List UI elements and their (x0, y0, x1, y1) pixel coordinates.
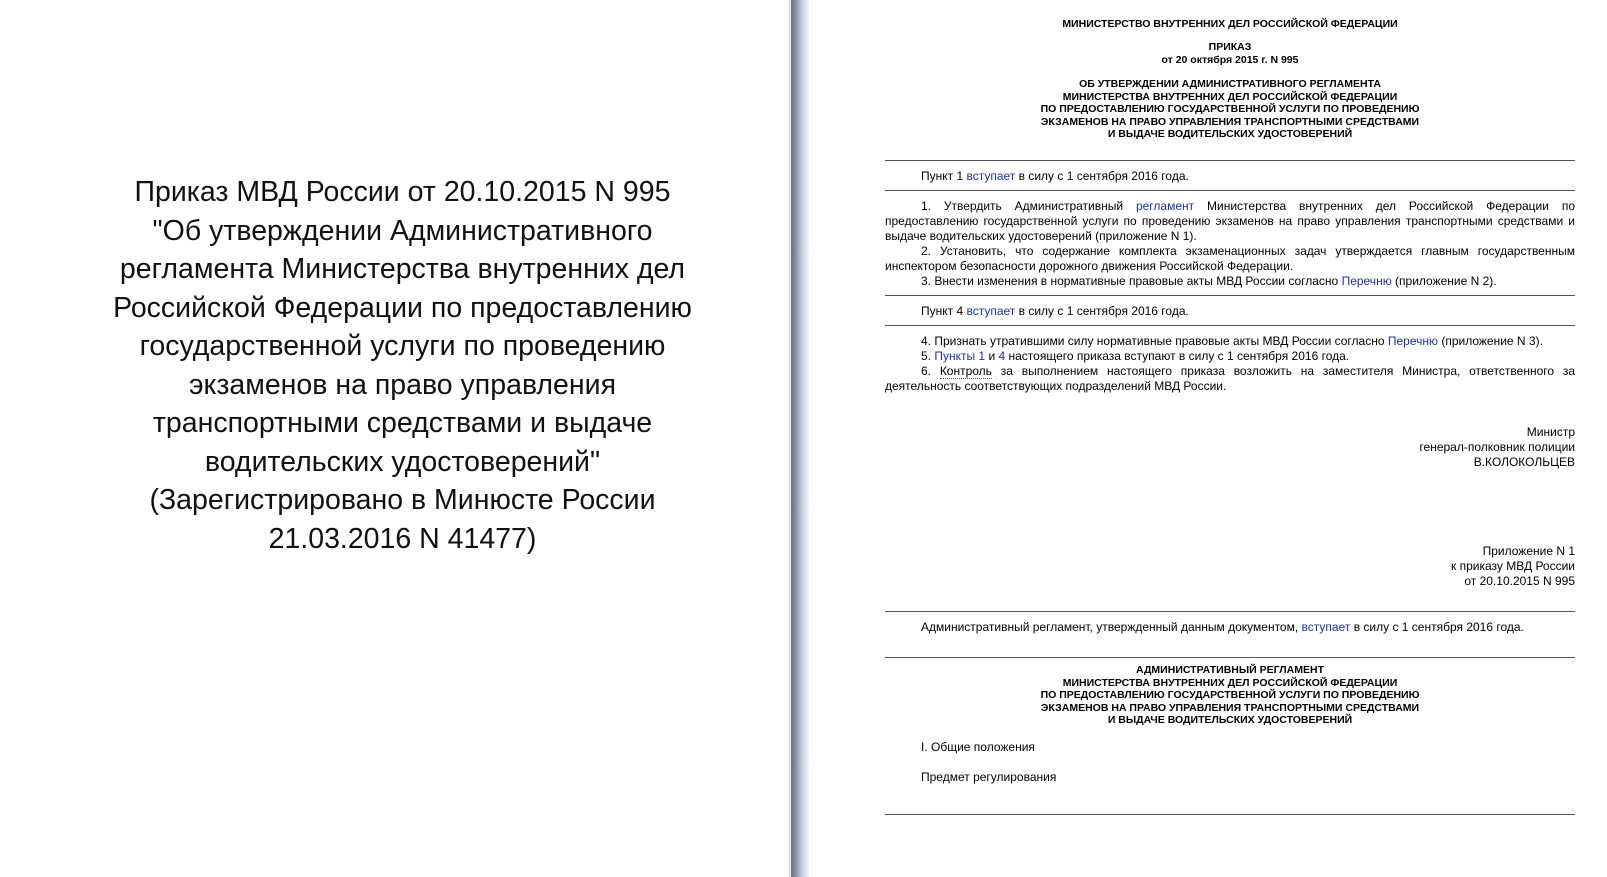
signature-line: генерал-полковник полиции (1419, 440, 1575, 454)
order-title-line: ПО ПРЕДОСТАВЛЕНИЮ ГОСУДАРСТВЕННОЙ УСЛУГИ ПО ПРОВЕДЕНИЮ (1040, 103, 1420, 115)
regulation-title-line: АДМИНИСТРАТИВНЫЙ РЕГЛАМЕНТ (1135, 664, 1324, 676)
item-5: 5. Пункты 1 и 4 настоящего приказа вступают в силу с 1 сентября 2016 года. (921, 349, 1350, 363)
cover-title-line: государственной услуги по проведению (139, 330, 666, 362)
link-vstupaet[interactable]: вступает (966, 169, 1016, 183)
ministry-header: МИНИСТЕРСТВО ВНУТРЕННИХ ДЕЛ РОССИЙСКОЙ ФЕДЕРАЦИИ (1062, 18, 1398, 30)
control-term: Контроль (939, 364, 992, 378)
order-title-line: МИНИСТЕРСТВА ВНУТРЕННИХ ДЕЛ РОССИЙСКОЙ ФЕДЕРАЦИИ (1062, 90, 1398, 103)
appendix-line: от 20.10.2015 N 995 (1464, 574, 1575, 588)
item-1: 1. Утвердить Административный регламент Министерства внутренних дел Российской Федерации по предоставлению государственной услуги по проведению экзаменов на право управления транспортными средствами и выдаче водительских удостоверений (приложение N 1). (885, 199, 1576, 243)
note-point-4: Пункт 4 вступает в силу с 1 сентября 2016 года. (921, 304, 1189, 318)
order-title-line: И ВЫДАЧЕ ВОДИТЕЛЬСКИХ УДОСТОВЕРЕНИЙ (1107, 128, 1353, 140)
regulation-title-line: МИНИСТЕРСТВА ВНУТРЕННИХ ДЕЛ РОССИЙСКОЙ ФЕДЕРАЦИИ (1062, 676, 1398, 689)
order-date: от 20 октября 2015 г. N 995 (1161, 53, 1299, 66)
document-page (809, 0, 1607, 877)
link-punkt-4[interactable]: 4 (998, 349, 1006, 363)
cover-title-line: Российской Федерации по предоставлению (113, 291, 692, 324)
note-point-1: Пункт 1 вступает в силу с 1 сентября 2016 года. (921, 169, 1189, 183)
appendix-line: к приказу МВД России (1451, 559, 1575, 573)
separator-rule (885, 190, 1575, 191)
separator-rule (885, 657, 1575, 658)
order-title-line: ЭКЗАМЕНОВ НА ПРАВО УПРАВЛЕНИЯ ТРАНСПОРТНЫМИ СРЕДСТВАМИ (1040, 115, 1420, 128)
regulation-title (885, 664, 1575, 727)
item-6: 6. Контроль за выполнением настоящего приказа возложить на заместителя Министра, ответственного за деятельность соответствующих подразделений МВД России. (885, 364, 1575, 393)
separator-rule (885, 160, 1575, 161)
cover-title-line: транспортными средствами и выдаче (152, 407, 653, 439)
link-vstupaet[interactable]: вступает (966, 304, 1016, 318)
cover-title-line: экзаменов на право управления (188, 368, 616, 401)
cover-title-line: водительских удостоверений" (204, 445, 601, 478)
regulation-title-line: ЭКЗАМЕНОВ НА ПРАВО УПРАВЛЕНИЯ ТРАНСПОРТНЫМИ СРЕДСТВАМИ (1040, 701, 1420, 714)
cover-title-line: 21.03.2016 N 41477) (268, 522, 537, 555)
cover-page (0, 0, 790, 877)
order-heading (885, 41, 1575, 66)
regulation-title-line: ПО ПРЕДОСТАВЛЕНИЮ ГОСУДАРСТВЕННОЙ УСЛУГИ ПО ПРОВЕДЕНИЮ (1040, 689, 1420, 701)
cover-title (20, 173, 785, 558)
separator-rule (885, 325, 1575, 326)
separator-rule (885, 814, 1575, 815)
signature-line: В.КОЛОКОЛЬЦЕВ (1473, 455, 1575, 469)
cover-title-line: Приказ МВД России от 20.10.2015 N 995 (134, 176, 671, 208)
item-3: 3. Внести изменения в нормативные правовые акты МВД России согласно Перечню (приложение N 2). (921, 274, 1497, 288)
appendix-line: Приложение N 1 (1482, 544, 1575, 558)
link-vstupaet[interactable]: вступает (1301, 620, 1351, 634)
link-perechen-3[interactable]: Перечню (1387, 334, 1438, 348)
link-punkty-1[interactable]: Пункты 1 (934, 349, 986, 363)
regulation-title-line: И ВЫДАЧЕ ВОДИТЕЛЬСКИХ УДОСТОВЕРЕНИЙ (1107, 714, 1353, 726)
separator-rule (885, 611, 1575, 612)
item-2: 2. Установить, что содержание комплекта экзаменационных задач утверждается главным государственным инспектором безопасности дорожного движения Российской Федерации. (885, 244, 1575, 273)
link-perechen-2[interactable]: Перечню (1341, 274, 1392, 288)
link-reglament[interactable]: регламент (1135, 199, 1195, 213)
section-heading: I. Общие положения (921, 740, 1035, 754)
cover-title-line: регламента Министерства внутренних дел (119, 253, 686, 285)
cover-title-line: "Об утверждении Административного (152, 214, 653, 247)
item-4: 4. Признать утратившими силу нормативные правовые акты МВД России согласно Перечню (приложение N 3). (921, 334, 1543, 348)
separator-rule (885, 295, 1575, 296)
subsection-heading: Предмет регулирования (921, 770, 1057, 784)
order-items-2 (885, 334, 1575, 394)
page-divider (791, 0, 809, 877)
appendix-header (885, 544, 1575, 589)
order-title (885, 78, 1575, 141)
regulation-note: Административный регламент, утвержденный данным документом, вступает в силу с 1 сентября 2016 года. (921, 620, 1524, 634)
order-word: ПРИКАЗ (1208, 41, 1252, 53)
order-title-line: ОБ УТВЕРЖДЕНИИ АДМИНИСТРАТИВНОГО РЕГЛАМЕНТА (1079, 78, 1381, 90)
signature-block (885, 425, 1575, 470)
signature-line: Министр (1526, 425, 1575, 439)
cover-title-line: (Зарегистрировано в Минюсте России (149, 484, 656, 516)
order-items (885, 199, 1575, 289)
